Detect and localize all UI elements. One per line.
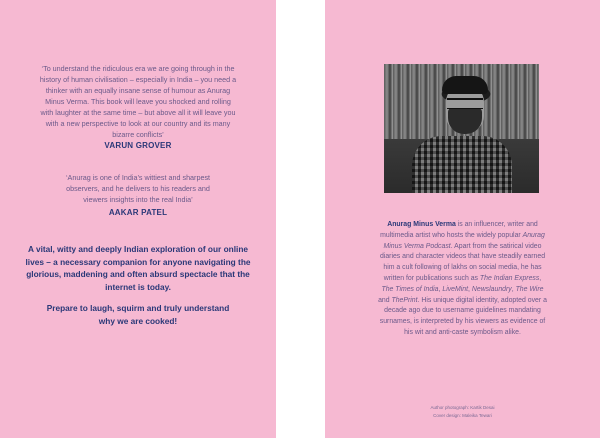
publication-name: The Indian Express (479, 274, 540, 282)
design-credit: Cover design: Maleika Tewari (433, 413, 492, 418)
photo-glasses (447, 98, 483, 109)
separator: , (438, 285, 443, 293)
podcast-title: Anurag Minus Verma Podcast (383, 231, 545, 250)
endorsement-quote-aakar-patel: ‘Anurag is one of India’s wittiest and sharpest observers, and he delivers to his readers and viewers insights into the real India’ (65, 173, 211, 204)
photo-hair (442, 76, 488, 94)
separator: , (468, 285, 472, 293)
author-name: Anurag Minus Verma (387, 221, 456, 228)
book-tagline: Prepare to laugh, squirm and truly understand why we are cooked! (46, 303, 230, 326)
publication-name: The Wire (515, 285, 544, 293)
separator: , (511, 285, 516, 293)
endorsement-attribution-varun-grover: VARUN GROVER (104, 141, 172, 150)
bio-text: is an influencer, writer and multimedia artist who hosts the widely popular (380, 221, 538, 239)
author-bio (325, 220, 600, 339)
photo-credit: Author photograph: Kartik Desai (430, 405, 495, 410)
publication-name: ThePrint (391, 296, 418, 304)
book-blurb: A vital, witty and deeply Indian exploration of our online lives – a necessary companion for anyone navigating the glorious, maddening and often absurd spectacle that the internet is today. (25, 244, 251, 292)
publication-name: LiveMint (442, 285, 469, 293)
photo-beard (448, 108, 482, 134)
photo-shirt (412, 136, 512, 193)
author-photo (384, 64, 539, 193)
publication-name: Newslaundry (471, 285, 512, 293)
endorsement-quote-varun-grover: ‘To understand the ridiculous era we are going through in the history of human civilisation – especially in India – you need a thinker with an equally insane sense of humour as Anurag Minus Verma. This book will leave you shocked and rolling with laughter at the same time – but above all it will leave you with a new perspective to look at our country and its many bizarre conflicts’ (39, 64, 237, 139)
credits (325, 404, 600, 420)
publication-name: The Times of India (381, 285, 439, 293)
bio-text: . Apart from the satirical video diaries and character videos that have steadily earned him a cult following of lakhs on social media, he has written for publications such as (379, 242, 546, 282)
separator: , (539, 274, 542, 282)
endorsement-attribution-aakar-patel: AAKAR PATEL (108, 208, 168, 217)
separator: and (378, 296, 392, 304)
bio-text: . His unique digital identity, adopted over a decade ago due to username guidelines mandating surnames, is interpreted by his viewers as evidence of his wit and anti-caste symbolism alike. (379, 296, 547, 336)
